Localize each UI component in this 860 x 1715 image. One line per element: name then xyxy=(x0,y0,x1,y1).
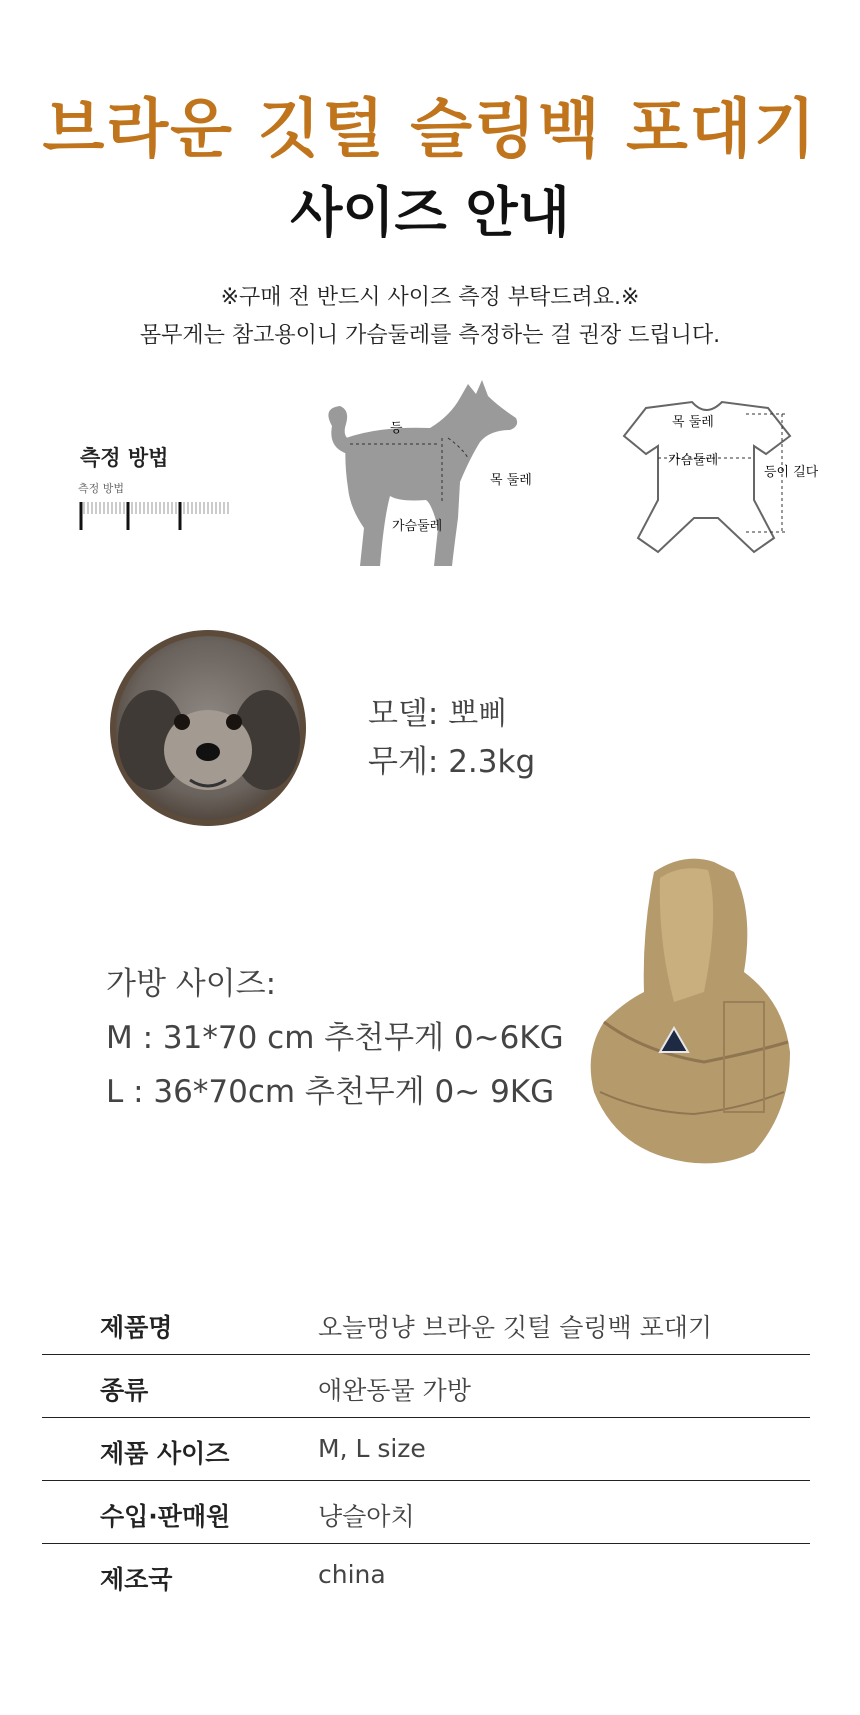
spec-value: 애완동물 가방 xyxy=(318,1376,471,1405)
dog-label-neck: 목 둘레 xyxy=(490,473,532,488)
clothes-label-neck: 목 둘레 xyxy=(672,415,714,430)
spec-value: china xyxy=(318,1560,386,1589)
spec-value: 오늘멍냥 브라운 깃털 슬링백 포대기 xyxy=(318,1313,713,1342)
sling-bag-image xyxy=(584,852,794,1170)
notice-line-2: 몸무게는 참고용이니 가슴둘레를 측정하는 걸 권장 드립니다. xyxy=(139,323,721,348)
page-subtitle: 사이즈 안내 xyxy=(290,181,570,244)
clothes-label-length: 등이 길다 xyxy=(764,465,818,480)
dog-measure-diagram xyxy=(320,378,540,574)
measure-subtitle: 측정 방법 xyxy=(78,482,125,495)
spec-row-country xyxy=(42,1544,810,1607)
spec-label: 수입·판매원 xyxy=(100,1502,231,1531)
model-name: 모델: 뽀삐 xyxy=(368,696,509,732)
spec-row-product-name xyxy=(42,1292,810,1355)
spec-label: 제품명 xyxy=(100,1313,173,1342)
clothes-label-chest: 가슴둘레 xyxy=(668,453,719,468)
clothes-measure-diagram xyxy=(606,388,818,574)
spec-row-type xyxy=(42,1355,810,1418)
model-dog-photo xyxy=(110,630,306,826)
spec-row-size xyxy=(42,1418,810,1481)
bag-size-heading: 가방 사이즈: xyxy=(106,966,277,1002)
dog-label-back: 등 xyxy=(390,421,403,436)
spec-value: M, L size xyxy=(318,1434,426,1463)
page-title: 브라운 깃털 슬링백 포대기 xyxy=(42,93,818,167)
model-weight: 무게: 2.3kg xyxy=(368,744,536,780)
bag-size-l: L : 36*70cm 추천무게 0~ 9KG xyxy=(106,1074,555,1110)
spec-label: 제품 사이즈 xyxy=(100,1439,230,1468)
spec-row-seller xyxy=(42,1481,810,1544)
bag-size-m: M : 31*70 cm 추천무게 0~6KG xyxy=(106,1020,564,1056)
spec-label: 종류 xyxy=(100,1376,149,1405)
measure-title: 측정 방법 xyxy=(80,446,169,470)
notice-line-1: ※구매 전 반드시 사이즈 측정 부탁드려요.※ xyxy=(220,285,640,310)
spec-label: 제조국 xyxy=(100,1565,173,1594)
spec-value: 냥슬아치 xyxy=(318,1502,415,1531)
dog-label-chest: 가슴둘레 xyxy=(392,519,443,534)
ruler-icon xyxy=(78,496,238,540)
